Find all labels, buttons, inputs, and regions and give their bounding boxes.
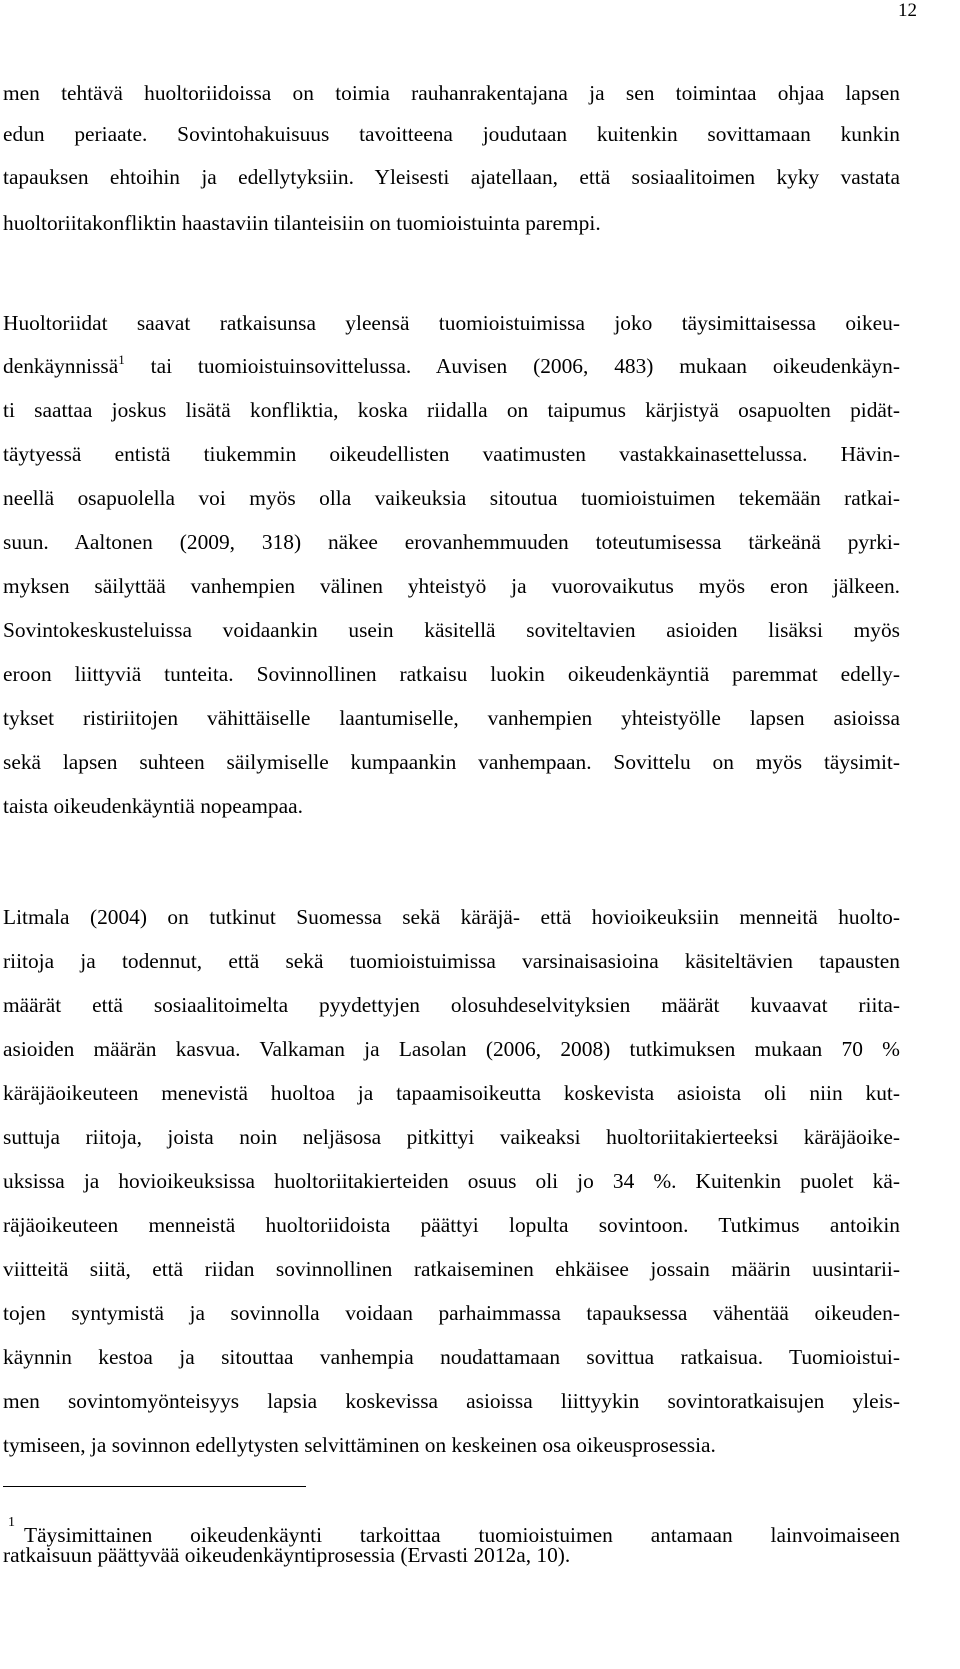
paragraph-line: eroon liittyviä tunteita. Sovinnollinen ratkaisu luokin oikeudenkäyntiä paremmat edelly- <box>3 662 900 686</box>
paragraph-line: men tehtävä huoltoriidoissa on toimia rauhanrakentajana ja sen toimintaa ohjaa lapsen <box>3 81 900 105</box>
page-number: 12 <box>898 0 917 21</box>
footnote-separator <box>3 1486 306 1487</box>
paragraph-line: tapauksen ehtoihin ja edellytyksiin. Yleisesti ajatellaan, että sosiaalitoimen kyky vastata <box>3 165 900 189</box>
text-run: denkäynnissä <box>3 354 119 378</box>
text-run: tai tuomioistuinsovittelussa. Auvisen (2006, 483) mukaan oikeudenkäyn- <box>124 354 900 378</box>
paragraph-line: täytyessä entistä tiukemmin oikeudellisten vaatimusten vastakkainasettelussa. Hävin- <box>3 442 900 466</box>
paragraph-line: Huoltoriidat saavat ratkaisunsa yleensä tuomioistuimissa joko täysimittaisessa oikeu- <box>3 311 900 335</box>
footnote-text-line: Täysimittainen oikeudenkäynti tarkoittaa tuomioistuimen antamaan lainvoimaiseen <box>24 1523 900 1547</box>
paragraph-line: ti saattaa joskus lisätä konfliktia, koska riidalla on taipumus kärjistyä osapuolten pidät- <box>3 398 900 422</box>
paragraph-line: myksen säilyttää vanhempien välinen yhteistyö ja vuorovaikutus myös eron jälkeen. <box>3 574 900 598</box>
paragraph-line: taista oikeudenkäyntiä nopeampaa. <box>3 794 303 818</box>
paragraph-line: uksissa ja hovioikeuksissa huoltoriitakierteiden osuus oli jo 34 %. Kuitenkin puolet kä- <box>3 1169 900 1193</box>
paragraph-line-with-footnote-ref <box>3 352 900 380</box>
paragraph-line: viitteitä siitä, että riidan sovinnollinen ratkaiseminen ehkäisee jossain määrin uusintarii- <box>3 1257 900 1281</box>
paragraph-line: Litmala (2004) on tutkinut Suomessa sekä käräjä- että hovioikeuksiin menneitä huolto- <box>3 905 900 929</box>
paragraph-line: käynnin kestoa ja sitouttaa vanhempia noudattamaan sovittua ratkaisua. Tuomioistui- <box>3 1345 900 1369</box>
paragraph-line: suttuja riitoja, joista noin neljäsosa pitkittyi vaikeaksi huoltoriitakierteeksi käräjäoike- <box>3 1125 900 1149</box>
paragraph-line: men sovintomyönteisyys lapsia koskevissa asioissa liittyykin sovintoratkaisujen yleis- <box>3 1389 900 1413</box>
paragraph-line: Sovintokeskusteluissa voidaankin usein käsitellä soviteltavien asioiden lisäksi myös <box>3 618 900 642</box>
paragraph-line: huoltoriitakonfliktin haastaviin tilanteisiin on tuomioistuinta parempi. <box>3 211 601 235</box>
paragraph-line: sekä lapsen suhteen säilymiselle kumpaankin vanhempaan. Sovittelu on myös täysimit- <box>3 750 900 774</box>
footnote-text-line: ratkaisuun päättyvää oikeudenkäyntiprosessia (Ervasti 2012a, 10). <box>3 1543 571 1567</box>
paragraph-line: tojen syntymistä ja sovinnolla voidaan parhaimmassa tapauksessa vähentää oikeuden- <box>3 1301 900 1325</box>
paragraph-line: edun periaate. Sovintohakuisuus tavoitteena joudutaan kuitenkin sovittamaan kunkin <box>3 122 900 146</box>
footnote-marker: 1 <box>8 1515 15 1530</box>
paragraph-line: tymiseen, ja sovinnon edellytysten selvittäminen on keskeinen osa oikeusprosessia. <box>3 1433 716 1457</box>
paragraph-line: määrät että sosiaalitoimelta pyydettyjen olosuhdeselvityksien määrät kuvaavat riita- <box>3 993 900 1017</box>
paragraph-line: käräjäoikeuteen menevistä huoltoa ja tapaamisoikeutta koskevista asioista oli niin kut- <box>3 1081 900 1105</box>
paragraph-line: asioiden määrän kasvua. Valkaman ja Lasolan (2006, 2008) tutkimuksen mukaan 70 % <box>3 1037 900 1061</box>
footnote-reference[interactable]: 1 <box>118 352 125 367</box>
paragraph-line: räjäoikeuteen menneistä huoltoriidoista päättyi lopulta sovintoon. Tutkimus antoikin <box>3 1213 900 1237</box>
paragraph-line: neellä osapuolella voi myös olla vaikeuksia sitoutua tuomioistuimen tekemään ratkai- <box>3 486 900 510</box>
paragraph-line: tykset ristiriitojen vähittäiselle laantumiselle, vanhempien yhteistyölle lapsen asioissa <box>3 706 900 730</box>
paragraph-line: riitoja ja todennut, että sekä tuomioistuimissa varsinaisasioina käsiteltävien tapausten <box>3 949 900 973</box>
paragraph-line: suun. Aaltonen (2009, 318) näkee erovanhemmuuden toteutumisessa tärkeänä pyrki- <box>3 530 900 554</box>
